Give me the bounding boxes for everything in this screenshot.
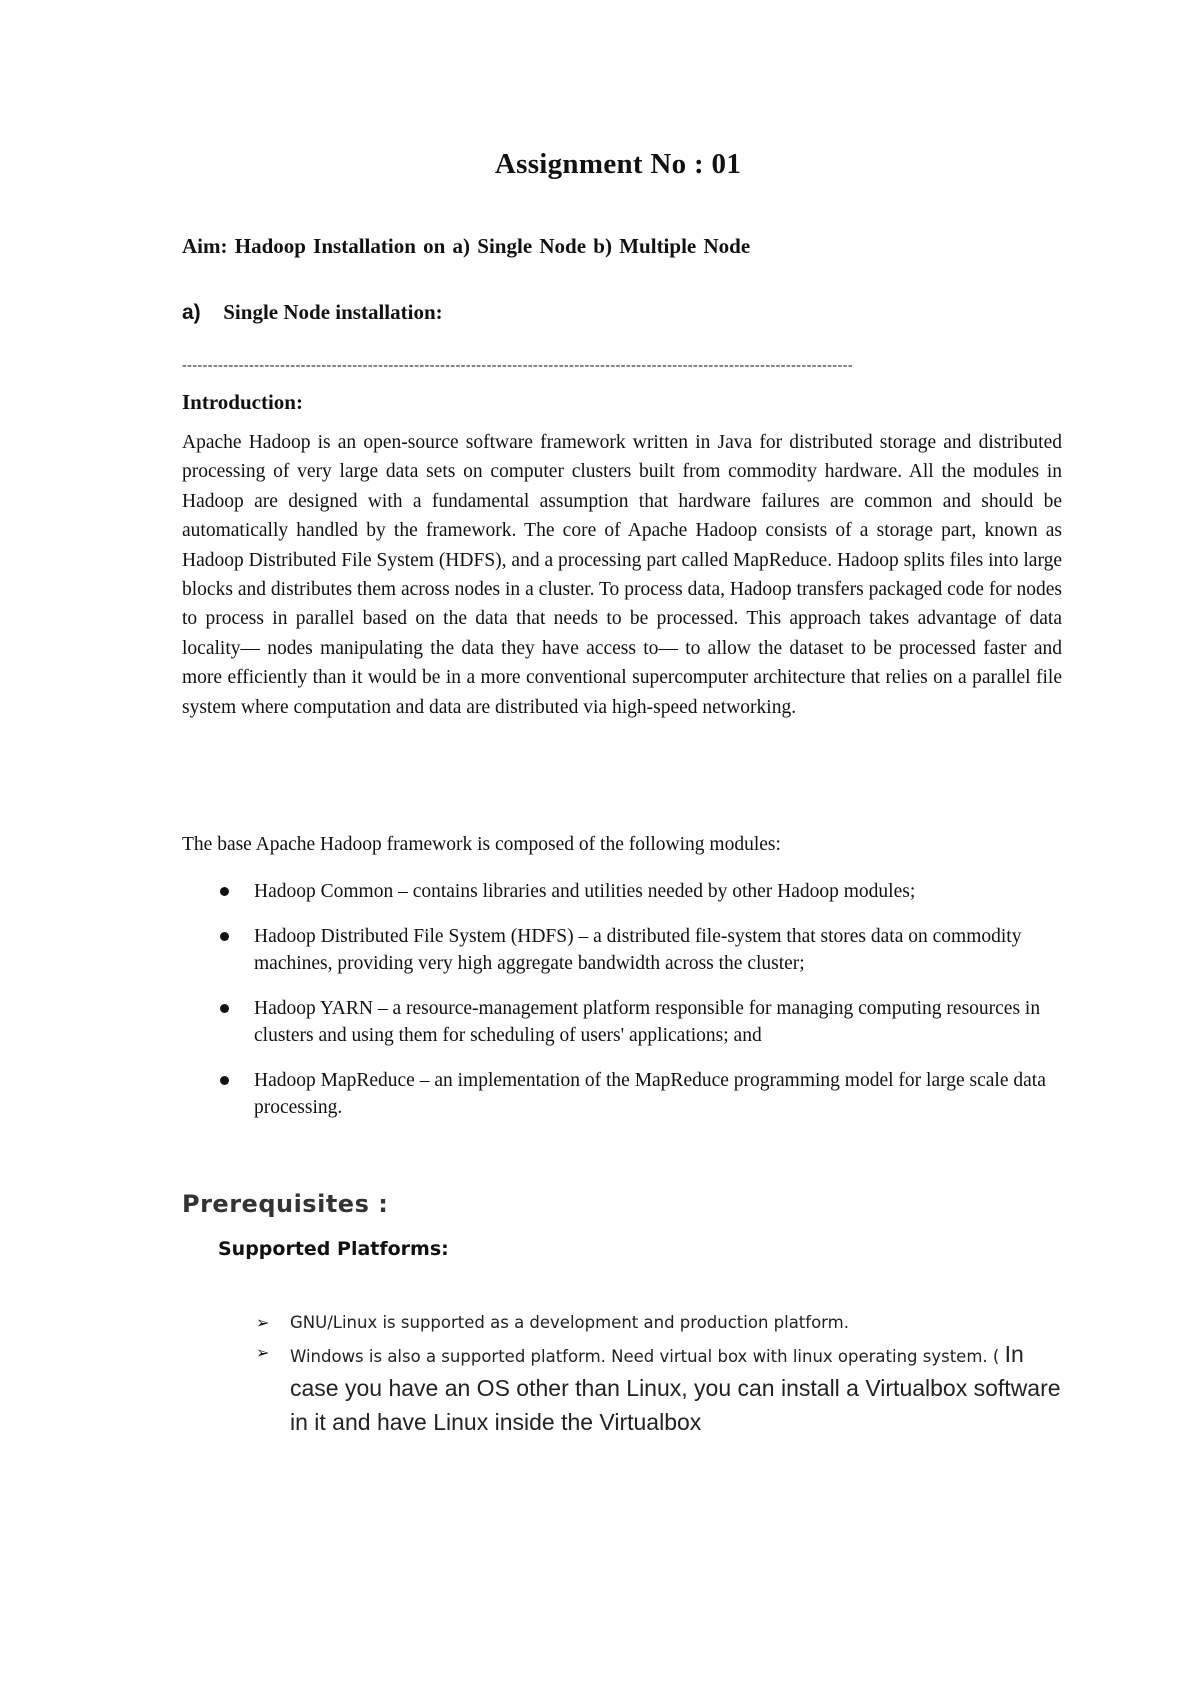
platforms-list: [218, 1308, 1068, 1440]
section-a-text: Single Node installation:: [223, 300, 443, 324]
list-item: [182, 878, 1062, 905]
list-item: [182, 923, 1062, 977]
modules-intro: The base Apache Hadoop framework is composed of the following modules:: [182, 834, 781, 855]
bullet-icon: [220, 932, 229, 941]
introduction-paragraph: Apache Hadoop is an open-source software framework written in Java for distributed storage and distributed processing of very large data sets on computer clusters built from commodity hardware. All the modules in Hadoop are designed with a fundamental assumption that hardware failures are common and should be automatically handled by the framework. The core of Apache Hadoop consists of a storage part, known as Hadoop Distributed File System (HDFS), and a processing part called MapReduce. Hadoop splits files into large blocks and distributes them across nodes in a cluster. To process data, Hadoop transfers packaged code for nodes to process in parallel based on the data that needs to be processed. This approach takes advantage of data locality— nodes manipulating the data they have access to— to allow the dataset to be processed faster and more efficiently than it would be in a more conventional supercomputer architecture that relies on a parallel file system where computation and data are distributed via high-speed networking.: [182, 432, 1062, 718]
supported-platforms-heading: Supported Platforms:: [218, 1238, 449, 1260]
arrow-bullet-icon: ➢: [256, 1343, 270, 1362]
bullet-icon: [220, 1004, 229, 1013]
prerequisites-heading: Prerequisites :: [182, 1190, 389, 1218]
section-a-label: a): [182, 301, 201, 324]
list-item: [218, 1338, 1068, 1440]
platform-text: Windows is also a supported platform. Need virtual box with linux operating system. (: [290, 1347, 1000, 1366]
module-text: Hadoop MapReduce – an implementation of the MapReduce programming model for large scale data processing.: [254, 1070, 1046, 1118]
aim-statement: Aim: Hadoop Installation on a) Single Node b) Multiple Node: [182, 234, 751, 258]
list-item: [182, 1067, 1062, 1121]
module-text: Hadoop Distributed File System (HDFS) – a distributed file-system that stores data on commodity machines, providing very high aggregate bandwidth across the cluster;: [254, 926, 1022, 974]
bullet-icon: [220, 887, 229, 896]
platform-note: In case you have an OS other than Linux, you can install a Virtualbox software in it and have Linux inside the Virtualbox: [290, 1341, 1061, 1435]
list-item: [218, 1308, 1068, 1338]
list-item: [182, 995, 1062, 1049]
assignment-title: Assignment No : 01: [494, 148, 742, 180]
dashed-divider: ----------------------------------------------------------------------------------------------------------------------------------: [182, 358, 854, 373]
arrow-bullet-icon: ➢: [256, 1313, 270, 1332]
platform-text: GNU/Linux is supported as a development and production platform.: [290, 1313, 849, 1332]
module-text: Hadoop Common – contains libraries and utilities needed by other Hadoop modules;: [254, 881, 916, 902]
modules-list: [182, 878, 1062, 1139]
section-a-heading: [182, 300, 443, 325]
bullet-icon: [220, 1076, 229, 1085]
module-text: Hadoop YARN – a resource-management platform responsible for managing computing resources in clusters and using them for scheduling of users' applications; and: [254, 998, 1041, 1046]
introduction-heading: Introduction:: [182, 390, 303, 414]
